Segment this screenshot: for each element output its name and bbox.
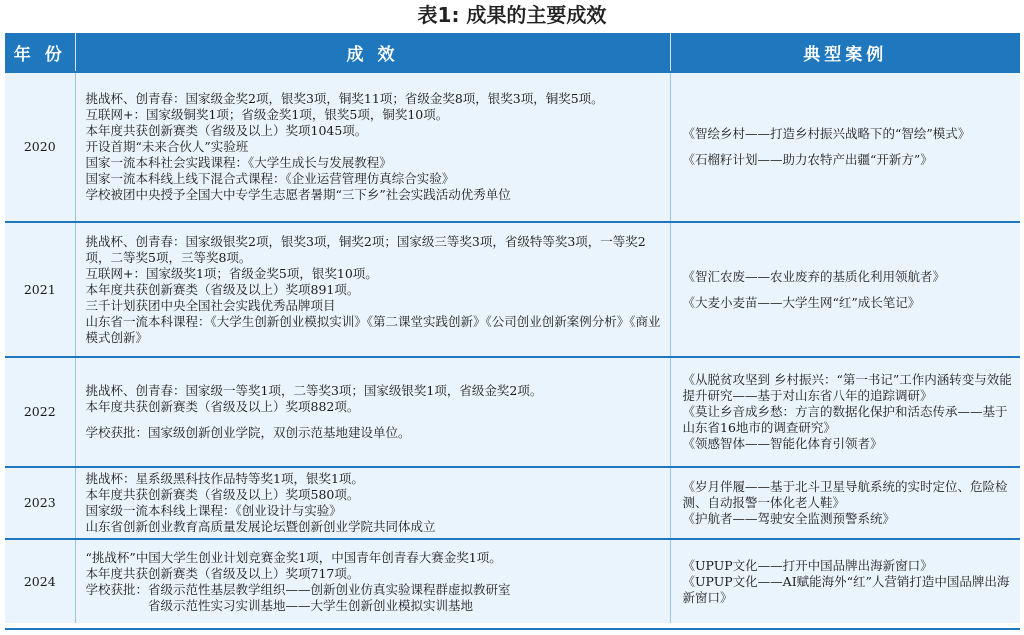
- achievement-line: 开设首期“未来合伙人”实验班: [85, 139, 249, 154]
- cases-cell: [670, 539, 1020, 623]
- header-year: 年 份: [5, 33, 75, 72]
- header-cases: 典型案例: [670, 33, 1020, 72]
- achievement-line: 省级示范性实习实训基地——大学生创新创业模拟实训基地: [85, 597, 474, 613]
- table-bottom-rule: [5, 628, 1020, 630]
- achievements-cell: [75, 72, 670, 222]
- case-line: 《UPUP文化——打开中国品牌出海新窗口》: [682, 557, 933, 573]
- case-line: 《莫让乡音成乡愁：方言的数据化保护和活态传承——基于山东省16地市的调查研究》: [682, 404, 1008, 435]
- table-row: [5, 467, 1020, 539]
- achievement-line: 三千计划获团中央全国社会实践优秀品牌项目: [85, 297, 336, 313]
- table-row: [5, 222, 1020, 357]
- achievement-line: 互联网+：国家级铜奖1项；省级金奖1项，银奖5项，铜奖10项。: [85, 107, 449, 122]
- achievements-cell: [75, 467, 670, 539]
- achievement-line: 本年度共获创新赛类（省级及以上）奖项580项。: [85, 487, 360, 502]
- results-table: [5, 33, 1020, 623]
- year-cell: 2020: [5, 72, 75, 222]
- achievement-line: 挑战杯、创青春：国家级银奖2项，银奖3项，铜奖2项；国家级三等奖3项，省级特等奖3项，一等奖2项，二等奖5项，三等奖8项。: [85, 233, 646, 265]
- year-cell: 2022: [5, 357, 75, 467]
- achievement-line: 学校被团中央授予全国大中专学生志愿者暑期“三下乡”社会实践活动优秀单位: [85, 187, 511, 202]
- case-line: 《智汇农废——农业废弃的基质化利用领航者》: [682, 268, 946, 284]
- achievement-line: 山东省创新创业教育高质量发展论坛暨创新创业学院共同体成立: [85, 519, 436, 534]
- year-cell: 2024: [5, 539, 75, 623]
- header-row: [5, 33, 1020, 72]
- achievements-cell: [75, 357, 670, 467]
- achievement-line: 国家一流本科线上线下混合式课程：《企业运营管理仿真综合实验》: [85, 171, 455, 186]
- achievement-line: 国家一流本科社会实践课程：《大学生成长与发展教程》: [85, 155, 392, 170]
- case-line: 《智绘乡村——打造乡村振兴战略下的“智绘”模式》: [682, 126, 971, 141]
- table-title: 表1: 成果的主要成效: [417, 3, 607, 27]
- case-line: 《UPUP文化——AI赋能海外“红”人营销打造中国品牌出海新窗口》: [682, 573, 1010, 605]
- case-line: 《从脱贫攻坚到 乡村振兴：“第一书记”工作内涵转变与效能提升研究——基于对山东省八年的追踪调研》: [682, 372, 1012, 403]
- cases-cell: [670, 72, 1020, 222]
- achievement-line: 挑战杯、创青春：国家级金奖2项，银奖3项，铜奖11项；省级金奖8项，银奖3项，铜奖5项。: [85, 91, 604, 106]
- table-row: [5, 539, 1020, 623]
- achievement-line: 本年度共获创新赛类（省级及以上）奖项891项。: [85, 281, 360, 297]
- achievement-line: 学校获批：国家级创新创业学院，双创示范基地建设单位。: [85, 425, 411, 440]
- achievement-line: 互联网+：国家级奖1项；省级金奖5项，银奖10项。: [85, 265, 378, 281]
- case-line: 《石榴籽计划——助力农特产出疆“开新方”》: [682, 152, 933, 167]
- cases-cell: [670, 467, 1020, 539]
- case-line: 《领感智体——智能化体育引领者》: [682, 436, 883, 451]
- achievement-line: 本年度共获创新赛类（省级及以上）奖项1045项。: [85, 123, 368, 138]
- achievement-line: 学校获批：省级示范性基层教学组织——创新创业仿真实验课程群虚拟教研室: [85, 581, 511, 597]
- achievement-line: 本年度共获创新赛类（省级及以上）奖项882项。: [85, 399, 360, 414]
- achievements-cell: [75, 222, 670, 357]
- header-achievements: 成 效: [75, 33, 670, 72]
- case-line: 《大麦小麦苗——大学生网“红”成长笔记》: [682, 294, 921, 310]
- cases-cell: [670, 222, 1020, 357]
- case-line: 《岁月伴履——基于北斗卫星导航系统的实时定位、危险检测、自动报警一体化老人鞋》: [682, 479, 1008, 510]
- table-row: [5, 357, 1020, 467]
- year-cell: 2023: [5, 467, 75, 539]
- achievement-line: 本年度共获创新赛类（省级及以上）奖项717项。: [85, 565, 360, 581]
- achievement-line: 国家级一流本科线上课程：《创业设计与实验》: [85, 503, 342, 518]
- achievement-line: 挑战杯：星系级黑科技作品特等奖1项，银奖1项。: [85, 471, 364, 486]
- achievement-line: 挑战杯、创青春：国家级一等奖1项，二等奖3项；国家级银奖1项，省级金奖2项。: [85, 383, 543, 398]
- achievement-line: “挑战杯”中国大学生创业计划竞赛金奖1项，中国青年创青春大赛金奖1项。: [85, 549, 502, 565]
- year-cell: 2021: [5, 222, 75, 357]
- achievement-line: 山东省一流本科课程：《大学生创新创业模拟实训》《第二课堂实践创新》《公司创业创新案例分析》《商业模式创新》: [85, 313, 661, 345]
- case-line: 《护航者——驾驶安全监测预警系统》: [682, 511, 896, 526]
- achievements-cell: [75, 539, 670, 623]
- cases-cell: [670, 357, 1020, 467]
- table-row: [5, 72, 1020, 222]
